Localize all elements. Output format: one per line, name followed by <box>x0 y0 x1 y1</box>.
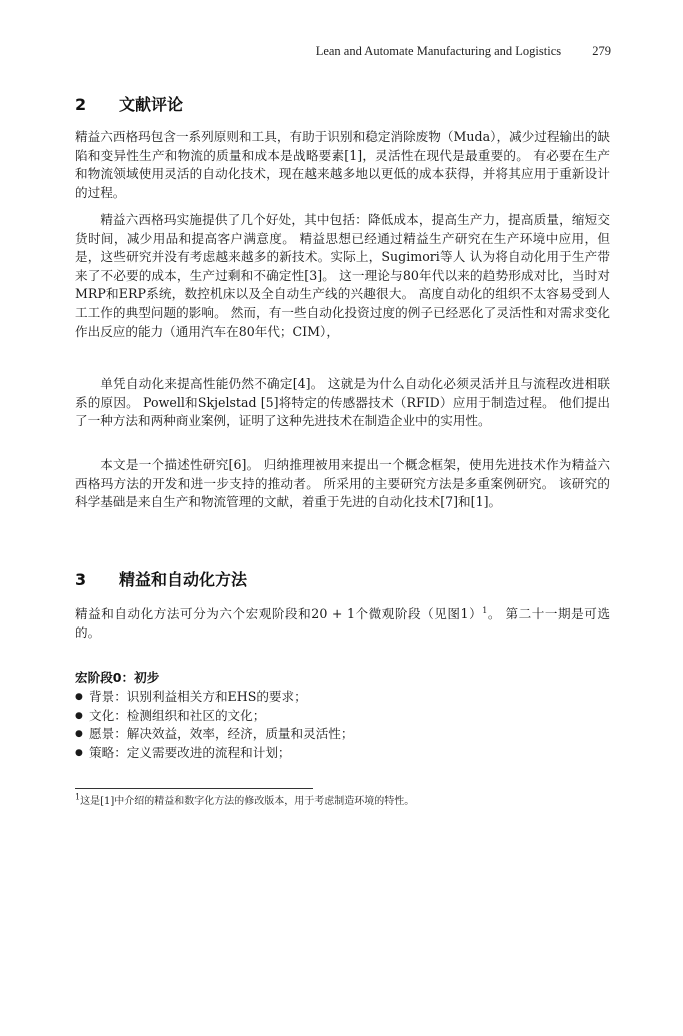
paragraph-2: 精益六西格玛实施提供了几个好处，其中包括：降低成本，提高生产力，提高质量，缩短交货时间，减少用品和提高客户满意度。 精益思想已经通过精益生产研究在生产环境中应用，但是，这些研究并没有考虑越来越多的新技术。实际上，Sugimori等人 认为将自动化用于生产带来了不必要的成本，生产过剩和不确定性[3]。 这一理论与80年代以来的趋势形成对比，当时对MRP和ERP系统，数控机床以及全自动生产线的兴趣很大。 高度自动化的组织不太容易受到人工工作的典型问题的影响。 然而，有一些自动化投资过度的例子已经恶化了灵活性和对需求变化作出反应的能力（通用汽车在80年代；CIM）， <box>75 212 610 339</box>
section-3-intro <box>75 605 610 642</box>
list-item: ● 背景：识别利益相关方和EHS的要求； <box>75 688 610 707</box>
running-title: Lean and Automate Manufacturing and Logistics <box>315 44 562 58</box>
footnote-reference[interactable]: 1 <box>482 605 488 615</box>
paragraph-1: 精益六西格玛包含一系列原则和工具，有助于识别和稳定消除废物（Muda），减少过程输出的缺陷和变异性生产和物流的质量和成本是战略要素[1]，灵活性在现代是最重要的。 有必要在生产和物流领域使用灵活的自动化技术，现在越来越多地以更低的成本获得，并将其应用于重新设计的过程。 <box>75 129 610 200</box>
list-item: ● 文化：检测组织和社区的文化； <box>75 707 610 726</box>
section-2-title: 文献评论 <box>119 95 184 114</box>
list-item: ● 策略：定义需要改进的流程和计划； <box>75 744 610 763</box>
macro-phase-0-title: 宏阶段0：初步 <box>75 670 160 685</box>
section-3-number: 3 <box>75 570 87 589</box>
page-number: 279 <box>592 44 611 58</box>
section-3-heading <box>75 567 247 590</box>
section-3-title: 精益和自动化方法 <box>119 570 248 589</box>
footnote-divider <box>75 788 313 789</box>
footnote-text: 这是[1]中介绍的精益和数字化方法的修改版本，用于考虑制造环境的特性。 <box>80 796 415 807</box>
macro-phase-0-list <box>75 688 610 762</box>
footnote-mark: 1 <box>75 792 81 802</box>
paragraph-4: 本文是一个描述性研究[6]。 归纳推理被用来提出一个概念框架，使用先进技术作为精益六西格玛方法的开发和进一步支持的推动者。 所采用的主要研究方法是多重案例研究。 该研究的科学基础是来自生产和物流管理的文献，着重于先进的自动化技术[7]和[1]。 <box>75 457 610 510</box>
section-3-intro-text: 精益和自动化方法可分为六个宏观阶段和20 + 1个微观阶段（见图1） <box>75 606 483 621</box>
running-header <box>316 44 611 59</box>
section-2-number: 2 <box>75 95 87 114</box>
section-2-heading <box>75 92 183 115</box>
section-3-intro-end: 。 第二十一期是可选的。 <box>75 606 610 640</box>
paragraph-3: 单凭自动化来提高性能仍然不确定[4]。 这就是为什么自动化必须灵活并且与流程改进相联系的原因。 Powell和Skjelstad [5]将特定的传感器技术（RFID）应用于制造过程。 他们提出了一种方法和两种商业案例，证明了这种先进技术在制造企业中的实用性。 <box>75 376 610 429</box>
list-item: ● 愿景：解决效益，效率，经济，质量和灵活性； <box>75 725 610 744</box>
footnote <box>75 792 615 809</box>
